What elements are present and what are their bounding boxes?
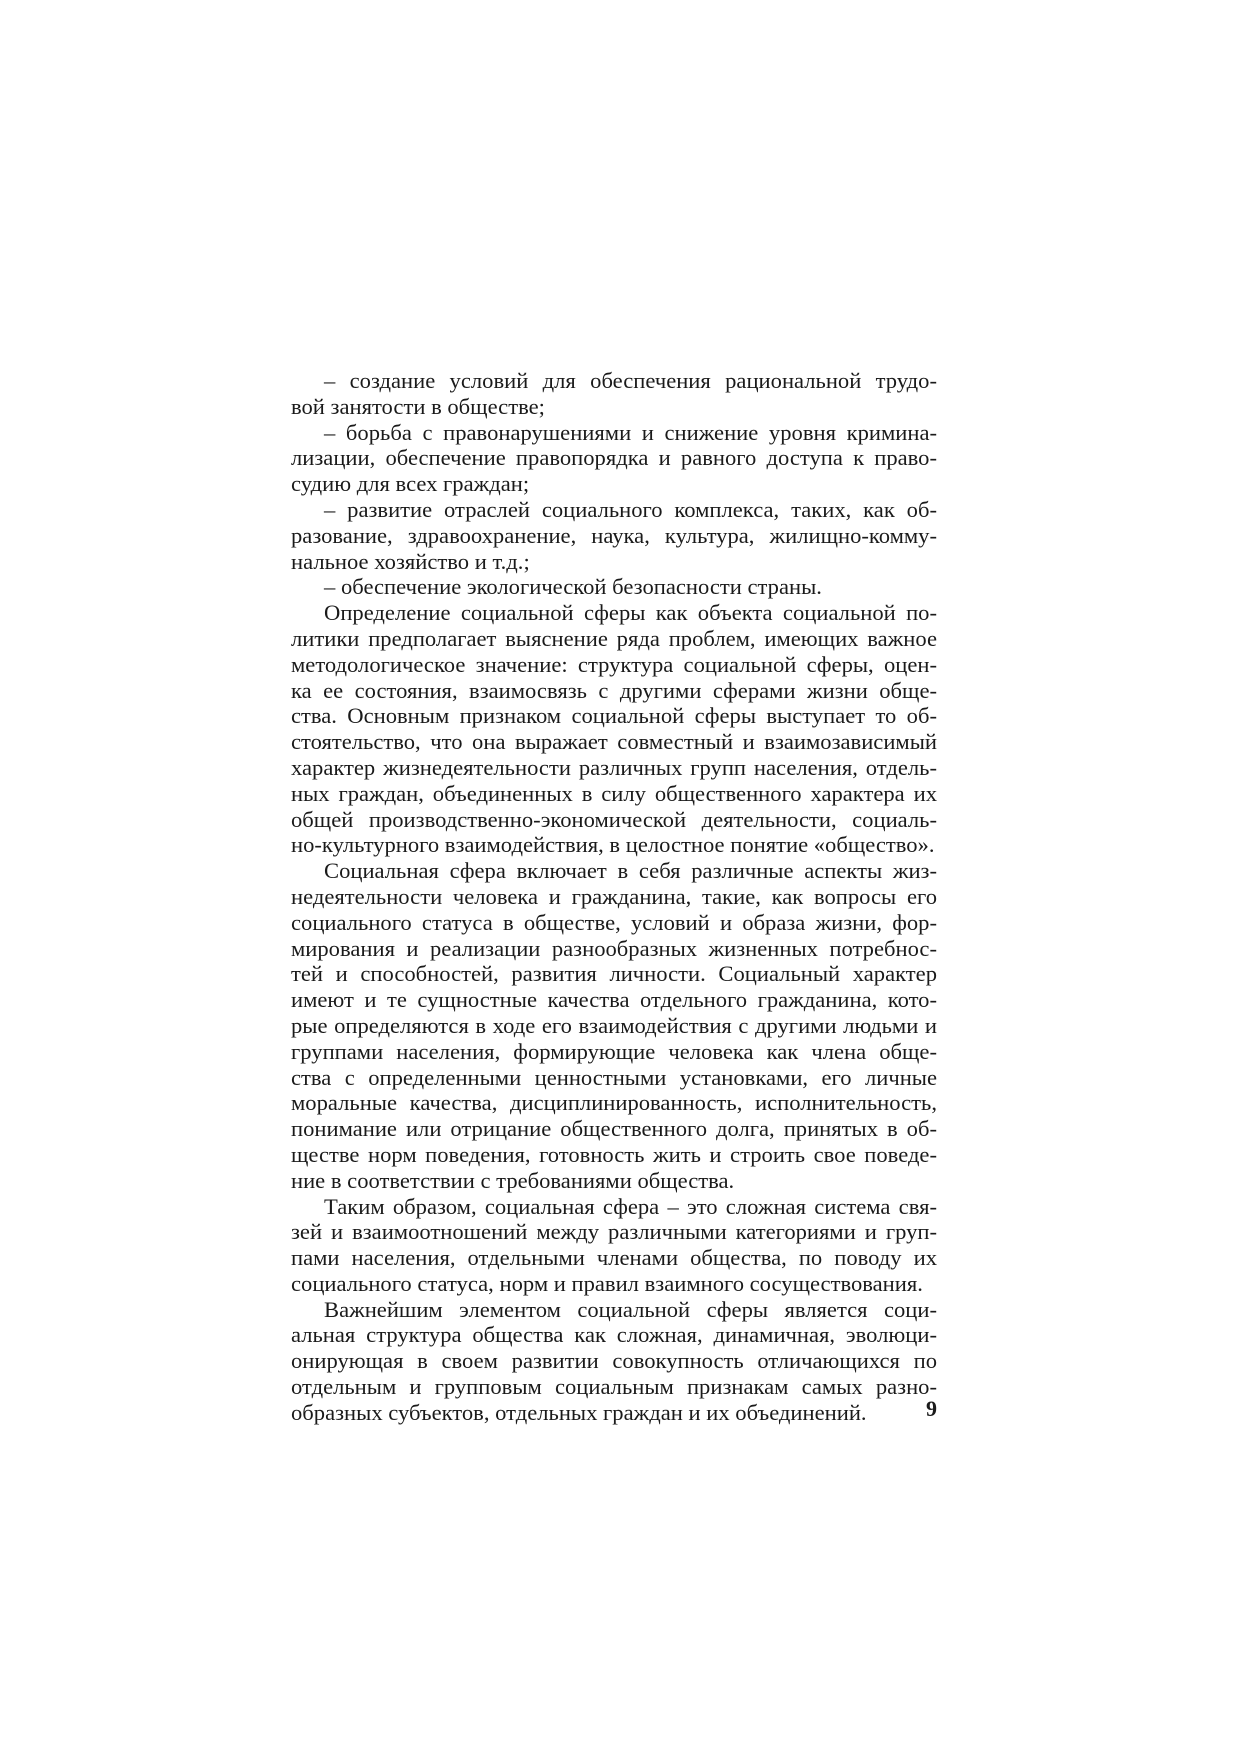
text-line: разование, здравоохранение, наука, культура, жилищно-комму- (291, 522, 937, 548)
text-line: моральные качества, дисциплинированность, исполнительность, (291, 1090, 937, 1116)
text-line: отдельным и групповым социальным признакам самых разно- (291, 1374, 937, 1400)
text-line: но-культурного взаимодействия, в целостное понятие «общество». (291, 832, 935, 858)
text-line: стоятельство, что она выражает совместный и взаимозависимый (291, 729, 937, 755)
text-line: понимание или отрицание общественного долга, принятых в об- (291, 1116, 937, 1142)
text-line: недеятельности человека и гражданина, такие, как вопросы его (291, 883, 937, 909)
text-line: – создание условий для обеспечения рациональной трудо- (324, 368, 937, 393)
text-line: группами населения, формирующие человека как члена общe- (291, 1038, 937, 1064)
text-line: пами населения, отдельными членами общества, по поводу их (291, 1245, 937, 1271)
paragraph (291, 574, 937, 600)
paragraph (291, 600, 937, 858)
text-line: ние в соответствии с требованиями общества. (291, 1167, 735, 1193)
text-line: альная структура общества как сложная, динамичная, эволюци- (291, 1322, 937, 1348)
text-line: характер жизнедеятельности различных групп населения, отдель- (291, 754, 937, 780)
text-line: ства с определенными ценностными установками, его личные (291, 1064, 937, 1090)
text-line: ства. Основным признаком социальной сферы выступает то об- (291, 703, 937, 729)
text-line: имеют и те сущностные качества отдельного гражданина, кото- (291, 987, 937, 1013)
text-line: – борьба с правонарушениями и снижение уровня кримина- (324, 419, 937, 445)
text-line: тей и способностей, развития личности. Социальный характер (291, 961, 937, 987)
text-line: ных граждан, объединенных в силу общественного характера их (291, 780, 937, 806)
text-line: нальное хозяйство и т.д.; (291, 548, 530, 574)
text-line: судию для всех граждан; (291, 471, 530, 497)
paragraph (291, 368, 937, 420)
paragraph (291, 497, 937, 574)
text-line: – развитие отраслей социального комплекса, таких, как об- (324, 496, 937, 522)
text-line: онирующая в своем развитии совокупность отличающихся по (291, 1348, 937, 1374)
text-line: ка ее состояния, взаимосвязь с другими сферами жизни обще- (291, 677, 937, 703)
text-line: Определение социальной сферы как объекта социальной по- (324, 600, 937, 626)
text-line: лизации, обеспечение правопорядка и равного доступа к право- (291, 445, 937, 471)
paragraph (291, 420, 937, 497)
text-line: Важнейшим элементом социальной сферы является соци- (324, 1296, 937, 1322)
text-line: социального статуса, норм и правил взаимного сосуществования. (291, 1270, 923, 1296)
text-line: общей производственно-экономической деятельности, социаль- (291, 806, 937, 832)
page-number: 9 (926, 1396, 937, 1421)
text-line: – обеспечение экологической безопасности страны. (324, 574, 822, 600)
text-line: зей и взаимоотношений между различными категориями и груп- (291, 1219, 937, 1245)
paragraph (291, 858, 937, 1193)
paragraph (291, 1297, 937, 1426)
text-line: мирования и реализации разнообразных жизненных потребнос- (291, 935, 937, 961)
text-line: литики предполагает выяснение ряда проблем, имеющих важное (291, 625, 937, 651)
text-line: методологическое значение: структура социальной сферы, оцен- (291, 651, 937, 677)
body-text (291, 368, 937, 1426)
text-line: социального статуса в обществе, условий и образа жизни, фор- (291, 909, 937, 935)
text-line: ществе норм поведения, готовность жить и строить свое поведе- (291, 1141, 937, 1167)
text-line: Социальная сфера включает в себя различные аспекты жиз- (324, 858, 937, 884)
text-line: образных субъектов, отдельных граждан и их объединений. (291, 1399, 867, 1425)
paragraph (291, 1194, 937, 1297)
text-line: рые определяются в ходе его взаимодействия с другими людьми и (291, 1012, 937, 1038)
text-line: вой занятости в обществе; (291, 393, 545, 419)
text-line: Таким образом, социальная сфера – это сложная система свя- (324, 1193, 937, 1219)
